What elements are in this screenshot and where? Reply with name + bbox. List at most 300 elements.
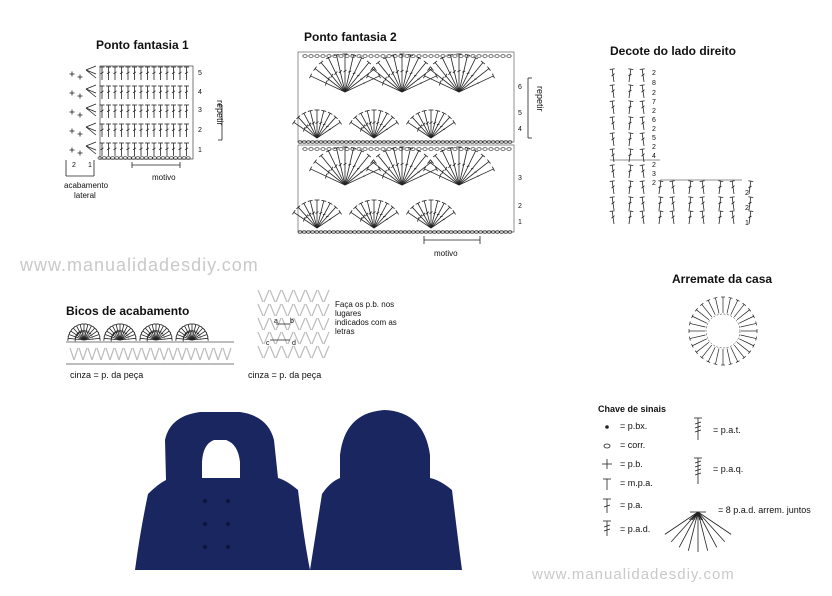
stitch-stroke xyxy=(70,348,74,360)
pf1-side-number: 1 xyxy=(88,162,92,169)
legend-label: = p.b. xyxy=(620,459,643,469)
stitch-stroke xyxy=(106,348,110,360)
stitch-stroke xyxy=(92,348,96,360)
stitch-stroke xyxy=(86,127,96,131)
pf1-row-number: 1 xyxy=(198,147,202,154)
stitch-stroke xyxy=(727,298,731,314)
decote-row-number: 7 xyxy=(652,99,656,106)
stitch-stroke xyxy=(101,348,105,360)
chain-stitch xyxy=(483,55,487,58)
decote-row-number: 3 xyxy=(652,171,656,178)
stitch-stroke xyxy=(214,348,218,360)
bicos-letter: c xyxy=(266,340,270,347)
stitch-stroke xyxy=(195,332,198,333)
stitch-stroke xyxy=(727,349,731,365)
stitch-stroke xyxy=(741,323,757,327)
dot-icon xyxy=(605,425,609,429)
stitch-stroke xyxy=(276,332,281,344)
stitch-stroke xyxy=(467,166,470,167)
stitch-stroke xyxy=(205,348,209,360)
stitch-stroke xyxy=(306,304,311,316)
chain-stitch xyxy=(357,55,361,58)
chain-stitch xyxy=(303,148,307,151)
ponto-fantasia-2-title: Ponto fantasia 2 xyxy=(304,30,397,44)
garment-back-piece xyxy=(310,410,462,570)
ponto-fantasia-2-chart xyxy=(292,52,532,244)
stitch-stroke xyxy=(730,211,735,212)
chain-stitch xyxy=(327,148,331,151)
stitch-stroke xyxy=(146,348,150,360)
stitch-stroke xyxy=(692,316,706,323)
stitch-stroke xyxy=(610,101,615,102)
chain-stitch xyxy=(375,55,379,58)
stitch-stroke xyxy=(115,348,119,360)
arremate-chart xyxy=(689,297,757,365)
chain-stitch xyxy=(441,148,445,151)
chain-stitch xyxy=(495,55,499,58)
stitch-stroke xyxy=(729,364,733,365)
stitch-stroke xyxy=(124,348,128,360)
stitch-stroke xyxy=(258,318,263,330)
stitch-stroke xyxy=(178,348,182,360)
chain-stitch xyxy=(501,55,505,58)
stitch-stroke xyxy=(718,197,723,198)
stitch-stroke xyxy=(79,348,83,360)
pf2-motif-label: motivo xyxy=(434,249,458,258)
stitch-stroke xyxy=(670,181,675,182)
stitch-stroke xyxy=(640,165,645,166)
stitch-stroke xyxy=(312,318,317,330)
chain-stitch xyxy=(345,55,349,58)
stitch-stroke xyxy=(339,210,342,214)
stitch-stroke xyxy=(628,211,633,212)
chain-stitch xyxy=(459,55,463,58)
stitch-stroke xyxy=(155,348,159,360)
chain-ring xyxy=(706,314,740,348)
chain-stitch xyxy=(483,148,487,151)
legend-title: Chave de sinais xyxy=(598,404,667,414)
stitch-stroke xyxy=(406,210,409,214)
chain-stitch xyxy=(429,55,433,58)
stitch-stroke xyxy=(270,346,275,358)
stitch-stroke xyxy=(270,304,275,316)
stitch-stroke xyxy=(74,348,78,360)
chain-stitch xyxy=(363,55,367,58)
stitch-stroke xyxy=(258,304,263,316)
stitch-stroke xyxy=(339,120,342,124)
stitch-stroke xyxy=(318,318,323,330)
stitch-stroke xyxy=(748,181,753,182)
bicos-title: Bicos de acabamento xyxy=(66,304,190,318)
legend-label: = p.a.q. xyxy=(713,464,744,474)
stitch-stroke xyxy=(324,346,329,358)
stitch-stroke xyxy=(628,117,633,118)
stitch-stroke xyxy=(294,346,299,358)
pf2-row-number: 1 xyxy=(518,219,522,226)
stitch-stroke xyxy=(628,133,633,134)
chain-stitch xyxy=(339,55,343,58)
chain-stitch xyxy=(423,55,427,58)
stitch-stroke xyxy=(300,304,305,316)
stitch-stroke xyxy=(86,146,96,154)
chain-stitch xyxy=(495,148,499,151)
pf1-side-number: 2 xyxy=(72,162,76,169)
stitch-stroke xyxy=(314,67,317,71)
chain-stitch xyxy=(435,148,439,151)
pf1-row-number: 5 xyxy=(198,70,202,77)
stitch-stroke xyxy=(739,316,753,323)
stitch-stroke xyxy=(610,69,615,70)
stitch-stroke xyxy=(133,348,137,360)
stitch-stroke xyxy=(718,181,723,182)
stitch-stroke xyxy=(467,73,470,74)
stitch-stroke xyxy=(86,89,96,97)
chart-frame xyxy=(100,66,193,159)
stitch-stroke xyxy=(396,120,399,124)
legend-label: = corr. xyxy=(620,440,646,450)
stitch-stroke xyxy=(756,337,757,341)
chain-stitch xyxy=(381,55,385,58)
stitch-stroke xyxy=(715,298,719,314)
chain-stitch xyxy=(471,55,475,58)
pf1-row-number: 2 xyxy=(198,127,202,134)
stitch-stroke xyxy=(86,70,96,74)
stitch-stroke xyxy=(689,321,690,325)
stitch-stroke xyxy=(86,104,96,108)
stitch-stroke xyxy=(264,290,269,302)
stitch-stroke xyxy=(264,304,269,316)
decote-row-number: 6 xyxy=(652,117,656,124)
chain-stitch xyxy=(453,55,457,58)
stitch-stroke xyxy=(227,348,231,360)
chain-stitch xyxy=(507,148,511,151)
stitch-stroke xyxy=(410,73,413,74)
pf1-row-number: 4 xyxy=(198,89,202,96)
bicos-letter: d xyxy=(292,340,296,347)
pf2-row-number: 4 xyxy=(518,126,522,133)
stitch-stroke xyxy=(730,197,735,198)
stitch-stroke xyxy=(312,290,317,302)
stitch-stroke xyxy=(86,85,96,89)
stitch-stroke xyxy=(223,348,227,360)
stitch-stroke xyxy=(692,339,706,346)
stitch-stroke xyxy=(318,332,323,344)
stitch-stroke xyxy=(324,304,329,316)
stitch-stroke xyxy=(159,332,162,333)
stitch-stroke xyxy=(86,66,96,70)
stitch-stroke xyxy=(670,197,675,198)
chain-stitch xyxy=(327,55,331,58)
chain-stitch xyxy=(321,55,325,58)
stitch-stroke xyxy=(628,149,633,150)
chain-stitch xyxy=(315,148,319,151)
stitch-stroke xyxy=(258,346,263,358)
chain-stitch xyxy=(357,148,361,151)
stitch-stroke xyxy=(756,321,757,325)
legend-label: = p.a.t. xyxy=(713,425,741,435)
pf1-repeat-label: repetir xyxy=(215,100,225,126)
stitch-stroke xyxy=(164,348,168,360)
chain-stitch xyxy=(303,55,307,58)
stitch-stroke xyxy=(314,160,317,164)
chain-stitch xyxy=(381,148,385,151)
stitch-stroke xyxy=(708,300,715,314)
stitch-stroke xyxy=(688,197,693,198)
stitch-stroke xyxy=(86,142,96,146)
stitch-stroke xyxy=(610,165,615,166)
stitch-stroke xyxy=(100,336,101,341)
stitch-stroke xyxy=(640,211,645,212)
legend-label: = p.a.d. xyxy=(620,524,651,534)
chain-stitch xyxy=(339,148,343,151)
stitch-stroke xyxy=(318,304,323,316)
stitch-stroke xyxy=(640,181,645,182)
chain-stitch xyxy=(489,148,493,151)
stitch-stroke xyxy=(169,348,173,360)
chain-stitch xyxy=(489,55,493,58)
stitch-stroke xyxy=(209,348,213,360)
stitch-stroke xyxy=(323,214,326,215)
stitch-stroke xyxy=(730,181,735,182)
stitch-stroke xyxy=(276,290,281,302)
stitch-stroke xyxy=(300,290,305,302)
stitch-stroke xyxy=(173,348,177,360)
stitch-stroke xyxy=(690,323,706,327)
stitch-stroke xyxy=(288,290,293,302)
pf2-row-number: 6 xyxy=(518,84,522,91)
stitch-stroke xyxy=(119,348,123,360)
stitch-stroke xyxy=(142,348,146,360)
chain-stitch xyxy=(429,148,433,151)
stitch-stroke xyxy=(396,210,399,214)
stitch-stroke xyxy=(282,304,287,316)
chain-stitch xyxy=(375,148,379,151)
decote-row-number: 2 xyxy=(652,108,656,115)
stitch-stroke xyxy=(294,290,299,302)
stitch-stroke xyxy=(300,332,305,344)
decote-row-number: 2 xyxy=(652,180,656,187)
watermark: www.manualidadesdiy.com xyxy=(532,566,735,583)
legend-label: = 8 p.a.d. arrem. juntos xyxy=(718,505,811,515)
stitch-stroke xyxy=(640,149,645,150)
stitch-stroke xyxy=(187,348,191,360)
decote-row-number: 1 xyxy=(745,220,749,227)
chain-stitch xyxy=(471,148,475,151)
stitch-stroke xyxy=(713,297,717,298)
stitch-stroke xyxy=(748,197,753,198)
stitch-stroke xyxy=(318,346,323,358)
stitch-stroke xyxy=(689,337,690,341)
stitch-stroke xyxy=(218,348,222,360)
stitch-stroke xyxy=(628,69,633,70)
bicos-caption: cinza = p. da peça xyxy=(70,370,144,380)
chain-stitch xyxy=(417,148,421,151)
stitch-stroke xyxy=(380,124,383,125)
stitch-stroke xyxy=(97,348,101,360)
pf1-edge-label: lateral xyxy=(74,191,96,200)
chain-stitch xyxy=(399,55,403,58)
chain-stitch xyxy=(369,55,373,58)
decote-row-number: 2 xyxy=(652,70,656,77)
stitch-stroke xyxy=(88,348,92,360)
chain-stitch xyxy=(369,148,373,151)
pf1-motif-label: motivo xyxy=(152,173,176,182)
pf1-edge-label: acabamento xyxy=(64,181,109,190)
stitch-stroke xyxy=(670,211,675,212)
stitch-stroke xyxy=(731,347,738,361)
stitch-stroke xyxy=(282,346,287,358)
stitch-stroke xyxy=(258,290,263,302)
stitch-stroke xyxy=(300,346,305,358)
stitch-stroke xyxy=(294,318,299,330)
ponto-fantasia-1-chart xyxy=(66,66,222,176)
stitch-stroke xyxy=(628,181,633,182)
stitch-stroke xyxy=(349,120,352,124)
chain-stitch xyxy=(399,148,403,151)
stitch-stroke xyxy=(300,318,305,330)
stitch-stroke xyxy=(137,348,141,360)
chain-stitch xyxy=(345,148,349,151)
pf2-row-number: 5 xyxy=(518,110,522,117)
stitch-stroke xyxy=(86,146,96,150)
stitch-stroke xyxy=(640,101,645,102)
stitch-stroke xyxy=(700,197,705,198)
stitch-stroke xyxy=(741,335,757,339)
stitch-stroke xyxy=(86,70,96,78)
decote-row-number: 2 xyxy=(652,126,656,133)
decote-title: Decote do lado direito xyxy=(610,44,737,58)
stitch-stroke xyxy=(292,120,295,124)
stitch-stroke xyxy=(610,117,615,118)
stitch-stroke xyxy=(610,181,615,182)
stitch-stroke xyxy=(86,108,96,112)
chain-stitch xyxy=(459,148,463,151)
decote-row-number: 4 xyxy=(652,153,656,160)
stitch-stroke xyxy=(276,304,281,316)
decote-row-number: 8 xyxy=(652,80,656,87)
stitch-stroke xyxy=(688,181,693,182)
bicos-letter: b xyxy=(290,318,294,325)
stitch-stroke xyxy=(270,332,275,344)
stitch-stroke xyxy=(437,124,440,125)
stitch-stroke xyxy=(700,181,705,182)
stitch-stroke xyxy=(276,346,281,358)
stitch-stroke xyxy=(628,85,633,86)
chain-stitch xyxy=(321,148,325,151)
stitch-stroke xyxy=(718,211,723,212)
stitch-stroke xyxy=(688,211,693,212)
stitch-stroke xyxy=(196,348,200,360)
stitch-stroke xyxy=(610,133,615,134)
stitch-stroke xyxy=(690,335,706,339)
stitch-stroke xyxy=(748,211,753,212)
chain-stitch xyxy=(423,148,427,151)
legend-label: = m.p.a. xyxy=(620,478,653,488)
stitch-stroke xyxy=(151,348,155,360)
pf2-repeat-label: repetir xyxy=(535,86,545,112)
stitch-stroke xyxy=(264,346,269,358)
stitch-stroke xyxy=(86,108,96,116)
stitch-stroke xyxy=(318,290,323,302)
stitch-stroke xyxy=(324,290,329,302)
stitch-stroke xyxy=(731,300,738,314)
stitch-stroke xyxy=(292,210,295,214)
pf2-row-number: 2 xyxy=(518,203,522,210)
bicos-note: Faça os p.b. nos lugares indicados com as letras xyxy=(335,300,397,336)
stitch-stroke xyxy=(708,347,715,361)
stitch-stroke xyxy=(83,348,87,360)
chain-stitch xyxy=(363,148,367,151)
stitch-stroke xyxy=(640,197,645,198)
chain-stitch xyxy=(477,55,481,58)
arremate-title: Arremate da casa xyxy=(672,272,773,286)
bicos-chart xyxy=(66,324,234,364)
pf1-row-number: 3 xyxy=(198,107,202,114)
stitch-stroke xyxy=(406,120,409,124)
stitch-stroke xyxy=(294,304,299,316)
stitch-stroke xyxy=(640,85,645,86)
stitch-stroke xyxy=(128,348,132,360)
chain-stitch xyxy=(411,148,415,151)
chain-stitch xyxy=(411,55,415,58)
stitch-stroke xyxy=(312,304,317,316)
chain-stitch xyxy=(441,55,445,58)
stitch-stroke xyxy=(86,127,96,135)
stitch-stroke xyxy=(453,120,456,124)
legend-label: = p.bx. xyxy=(620,421,648,431)
stitch-stroke xyxy=(86,123,96,127)
chain-stitch xyxy=(387,55,391,58)
chain-stitch xyxy=(309,55,313,58)
stitch-stroke xyxy=(610,85,615,86)
stitch-stroke xyxy=(628,101,633,102)
stitch-stroke xyxy=(258,332,263,344)
stitch-stroke xyxy=(86,89,96,93)
stitch-stroke xyxy=(487,160,490,164)
stitch-stroke xyxy=(123,332,126,333)
stitch-stroke xyxy=(324,332,329,344)
stitch-stroke xyxy=(270,290,275,302)
stitch-stroke xyxy=(182,348,186,360)
stitch-stroke xyxy=(306,332,311,344)
stitch-stroke xyxy=(640,69,645,70)
pf2-row-number: 3 xyxy=(518,175,522,182)
stitch-stroke xyxy=(739,339,753,346)
ponto-fantasia-1-title: Ponto fantasia 1 xyxy=(96,38,189,52)
stitch-stroke xyxy=(323,124,326,125)
chain-stitch xyxy=(435,55,439,58)
stitch-stroke xyxy=(729,297,733,298)
decote-row-number: 2 xyxy=(652,90,656,97)
chain-stitch xyxy=(405,148,409,151)
chain-stitch xyxy=(309,148,313,151)
legend-label: = p.a. xyxy=(620,500,643,510)
stitch-stroke xyxy=(172,336,173,341)
stitch-stroke xyxy=(136,336,137,341)
stitch-stroke xyxy=(160,348,164,360)
watermark: www.manualidadesdiy.com xyxy=(20,255,259,275)
stitch-stroke xyxy=(487,67,490,71)
stitch-stroke xyxy=(288,304,293,316)
stitch-stroke xyxy=(610,149,615,150)
bicos-letter: a xyxy=(274,318,278,325)
stitch-stroke xyxy=(87,332,90,333)
oval-icon xyxy=(604,444,610,448)
bicos-caption: cinza = p. da peça xyxy=(248,370,322,380)
stitch-stroke xyxy=(658,181,663,182)
stitch-stroke xyxy=(353,73,356,74)
stitch-stroke xyxy=(110,348,114,360)
